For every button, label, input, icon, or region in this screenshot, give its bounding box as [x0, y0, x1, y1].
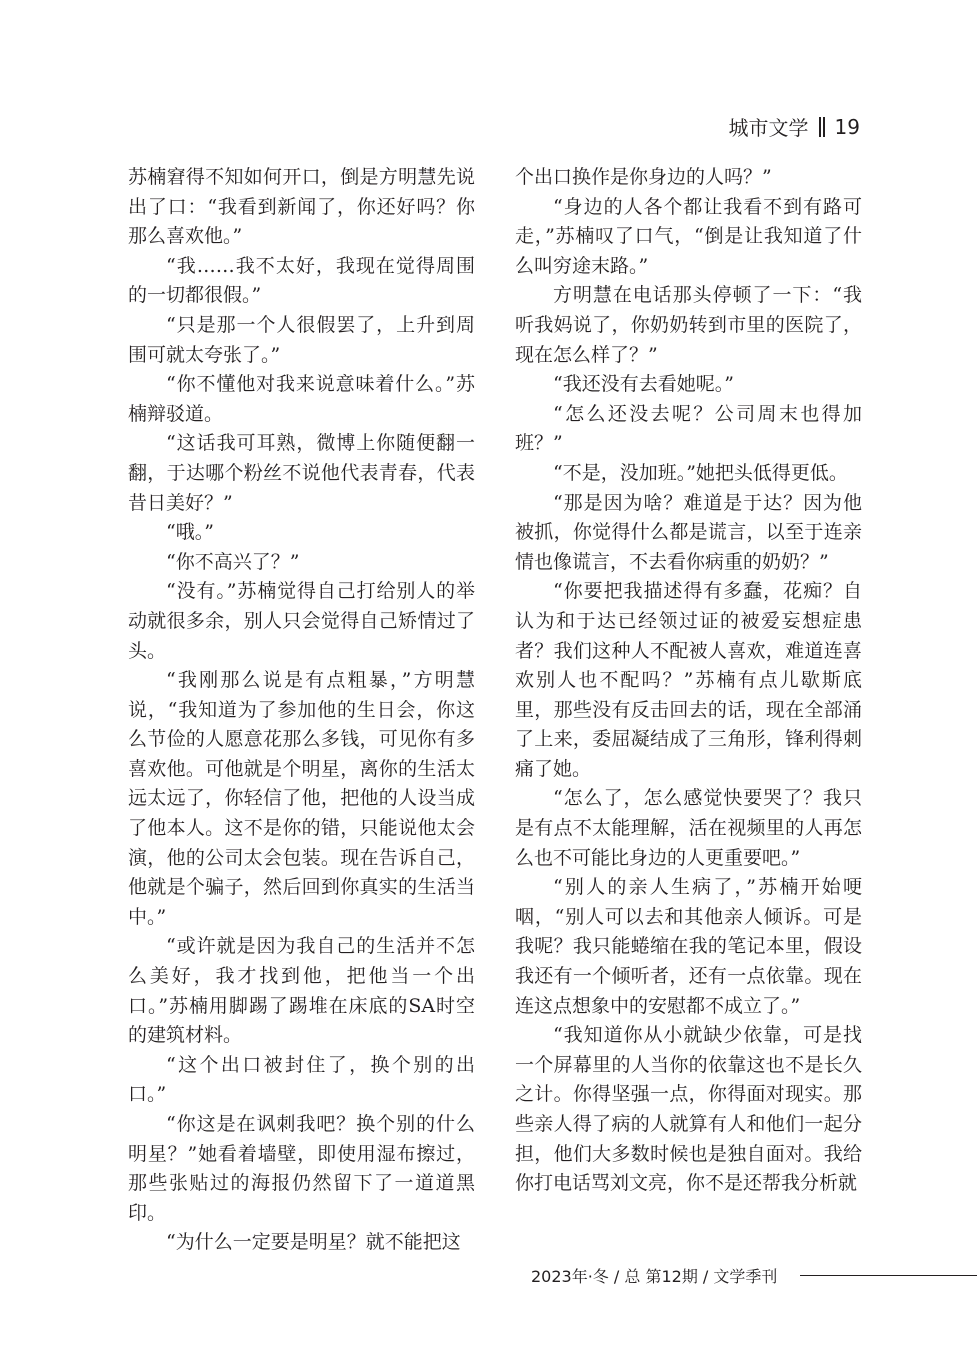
paragraph: 方明慧在电话那头停顿了一下：“我听我妈说了，你奶奶转到市里的医院了，现在怎么样了？” — [515, 284, 862, 366]
paragraph: “怎么了，怎么感觉快要哭了？我只是有点不太能理解，活在视频里的人再怎么也不可能比身边的人更重要吧。” — [515, 787, 862, 869]
paragraph: “为什么一定要是明星？就不能把这 — [166, 1231, 461, 1254]
paragraph: “这话我可耳熟，微博上你随便翻一翻，于达哪个粉丝不说他代表青春，代表昔日美好？” — [128, 432, 475, 514]
left-column — [128, 163, 475, 1258]
journal-title: 城市文学 — [728, 116, 809, 140]
paragraph: “那是因为啥？难道是于达？因为他被抓，你觉得什么都是谎言，以至于连亲情也像谎言，不去看你病重的奶奶？” — [515, 491, 862, 573]
paragraph: 个出口换作是你身边的人吗？” — [515, 166, 772, 188]
paragraph: “这个出口被封住了，换个别的出口。” — [128, 1053, 475, 1106]
paragraph: “你要把我描述得有多蠢，花痴？自认为和于达已经领过证的被爱妄想症患者？我们这种人不配被人喜欢，难道连喜欢别人也不配吗？”苏楠有点儿歇斯底里，那些没有反击回去的话，现在全部涌了上来，委屈凝结成了三角形，锋利得刺痛了她。 — [515, 580, 862, 780]
paragraph: “你不懂他对我来说意味着什么。”苏楠辩驳道。 — [128, 373, 475, 425]
paragraph: “身边的人各个都让我看不到有路可走，”苏楠叹了口气，“倒是让我知道了什么叫穷途末路。” — [515, 195, 862, 277]
paragraph: “我……我不太好，我现在觉得周围的一切都很假。” — [128, 254, 475, 307]
paragraph: “哦。” — [166, 521, 214, 544]
paragraph: 苏楠窘得不知如何开口，倒是方明慧先说出了口：“我看到新闻了，你还好吗？你那么喜欢他。” — [128, 166, 475, 248]
paragraph: “别人的亲人生病了，”苏楠开始哽咽，“别人可以去和其他亲人倾诉。可是我呢？我只能蜷缩在我的笔记本里，假设我还有一个倾听者，还有一点依靠。现在连这点想象中的安慰都不成立了。” — [515, 876, 862, 1017]
paragraph: “我知道你从小就缺少依靠，可是找一个屏幕里的人当你的依靠这也不是长久之计。你得坚强一点，你得面对现实。那些亲人得了病的人就算有人和他们一起分担，他们大多数时候也是独自面对。我给你打电话骂刘文亮，你不是还帮我分析就 — [515, 1024, 862, 1195]
paragraph: “我还没有去看她呢。” — [553, 373, 734, 396]
page-number: 19 — [834, 114, 860, 139]
running-header — [729, 112, 860, 141]
issue-info: 2023年·冬 / 总 第12期 / 文学季刊 — [531, 1267, 778, 1286]
paragraph: “或许就是因为我自己的生活并不怎么美好，我才找到他，把他当一个出口。”苏楠用脚踢了踢堆在床底的SA时空的建筑材料。 — [128, 935, 475, 1047]
paragraph: “没有。”苏楠觉得自己打给别人的举动就很多余，别人只会觉得自己矫情过了头。 — [128, 580, 475, 662]
running-footer — [0, 1264, 977, 1286]
header-separator — [819, 117, 825, 137]
paragraph: “不是，没加班。”她把头低得更低。 — [553, 461, 848, 484]
footer-rule — [800, 1275, 977, 1276]
paragraph: “你不高兴了？” — [166, 550, 300, 573]
paragraph: “怎么还没去呢？公司周末也得加班？” — [515, 402, 862, 455]
right-column — [515, 163, 862, 1199]
paragraph: “你这是在讽刺我吧？换个别的什么明星？”她看着墙壁，即使用湿布擦过，那些张贴过的海报仍然留下了一道道黑印。 — [128, 1113, 475, 1224]
paragraph: “只是那一个人很假罢了，上升到周围可就太夸张了。” — [128, 313, 475, 366]
paragraph: “我刚那么说是有点粗暴，”方明慧说，“我知道为了参加他的生日会，你这么节俭的人愿意花那么多钱，可见你有多喜欢他。可他就是个明星，离你的生活太远太远了，你轻信了他，把他的人设当成了他本人。这不是你的错，只能说他太会演，他的公司太会包装。现在告诉自己，他就是个骗子，然后回到你真实的生活当中。” — [128, 669, 475, 928]
